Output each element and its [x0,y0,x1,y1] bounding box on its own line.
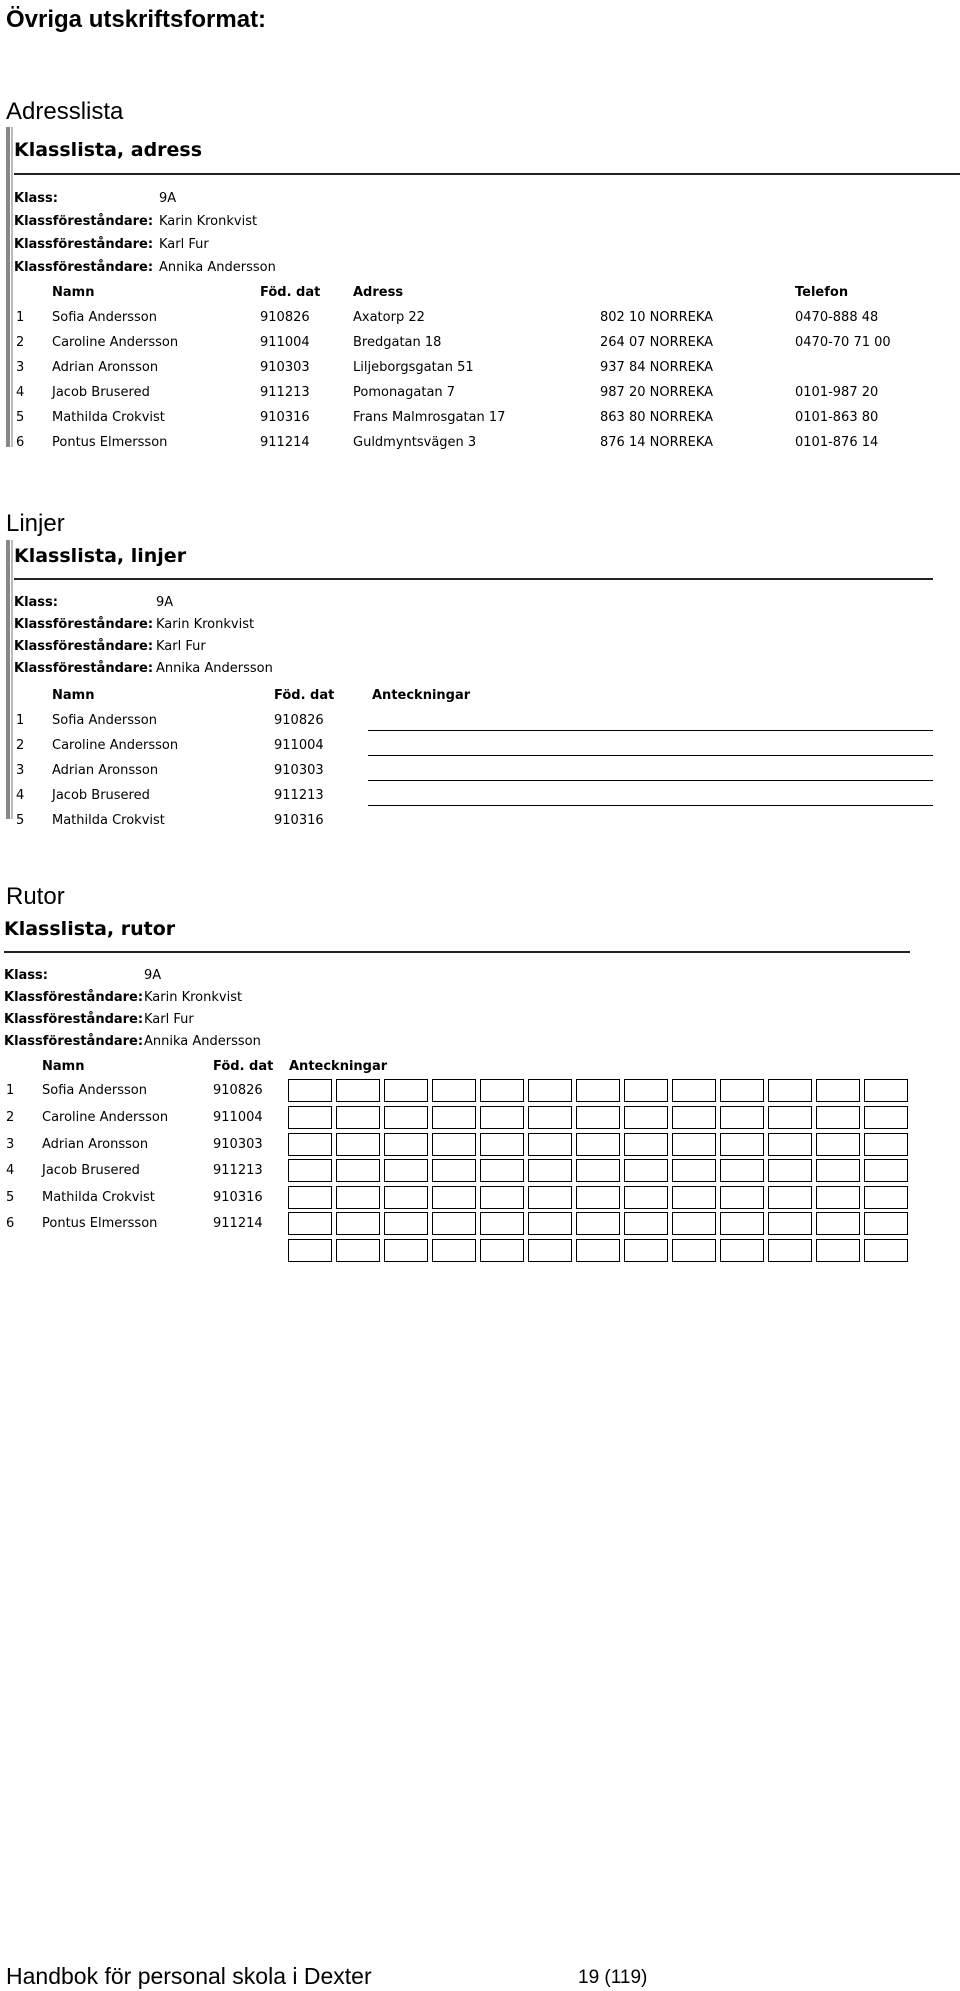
rutor-title: Klasslista, rutor [4,918,176,940]
row-number: 5 [6,1190,15,1205]
note-box [528,1106,572,1129]
note-box [336,1079,380,1102]
note-box [288,1106,332,1129]
student-name: Jacob Brusered [52,385,150,400]
student-dob: 910303 [213,1137,263,1152]
note-box [624,1079,668,1102]
note-line [368,805,933,806]
note-box [528,1079,572,1102]
teacher-label: Klassföreståndare: [14,214,154,229]
note-box [528,1133,572,1156]
col-header-name: Namn [42,1059,85,1074]
student-phone: 0101-876 14 [795,435,879,450]
note-box [672,1079,716,1102]
col-header-notes: Anteckningar [289,1059,388,1074]
student-name: Jacob Brusered [42,1163,140,1178]
teacher-value: Annika Andersson [159,260,276,275]
student-dob: 910826 [213,1083,263,1098]
note-box [672,1212,716,1235]
note-box [384,1159,428,1182]
row-number: 5 [16,813,25,828]
note-box [864,1106,908,1129]
col-header-dob: Föd. dat [260,285,321,300]
footer-title: Handbok för personal skola i Dexter [6,1963,372,1989]
student-name: Mathilda Crokvist [42,1190,155,1205]
note-box [720,1159,764,1182]
klass-label: Klass: [14,595,58,610]
student-name: Jacob Brusered [52,788,150,803]
row-number: 2 [16,738,25,753]
klass-row [14,191,176,206]
note-box [480,1133,524,1156]
teacher-label: Klassföreståndare: [4,1012,144,1027]
note-box [384,1186,428,1209]
note-box [624,1239,668,1262]
note-line [368,730,933,731]
klass-value: 9A [156,595,174,610]
note-box [672,1106,716,1129]
teacher-value: Karl Fur [144,1012,194,1027]
row-number: 2 [16,335,25,350]
note-box [720,1133,764,1156]
klass-value: 9A [144,968,162,983]
note-box [768,1079,812,1102]
note-box [336,1239,380,1262]
klass-value: 9A [159,191,177,206]
teacher-value: Karin Kronkvist [156,617,255,632]
row-number: 4 [6,1163,15,1178]
row-number: 5 [16,410,25,425]
note-box [624,1106,668,1129]
note-box [768,1186,812,1209]
student-phone: 0101-987 20 [795,385,879,400]
note-box [288,1186,332,1209]
student-name: Mathilda Crokvist [52,813,165,828]
student-name: Adrian Aronsson [42,1137,149,1152]
note-box [816,1239,860,1262]
section-label-adresslista: Adresslista [6,98,124,125]
student-zip: 802 10 NORREKA [600,310,714,325]
teacher-row [14,260,276,275]
note-box [528,1239,572,1262]
row-number: 2 [6,1110,15,1125]
student-dob: 911004 [260,335,310,350]
note-box [288,1212,332,1235]
student-dob: 910303 [260,360,310,375]
note-box [432,1186,476,1209]
student-dob: 910316 [213,1190,263,1205]
note-box [720,1186,764,1209]
note-box [336,1159,380,1182]
note-box [432,1079,476,1102]
col-header-name: Namn [52,688,95,703]
note-box [672,1239,716,1262]
row-number: 4 [16,385,25,400]
student-name: Sofia Andersson [52,713,157,728]
teacher-value: Karl Fur [159,237,209,252]
page-title: Övriga utskriftsformat: [6,6,267,33]
note-box [768,1212,812,1235]
linjer-title: Klasslista, linjer [14,545,187,567]
row-number: 3 [6,1137,15,1152]
note-box [576,1079,620,1102]
student-zip: 876 14 NORREKA [600,435,714,450]
teacher-value: Karl Fur [156,639,206,654]
row-number: 1 [6,1083,15,1098]
teacher-label: Klassföreståndare: [14,617,154,632]
student-name: Sofia Andersson [42,1083,147,1098]
note-box [336,1186,380,1209]
teacher-label: Klassföreståndare: [14,260,154,275]
note-box [864,1212,908,1235]
note-box [432,1133,476,1156]
teacher-label: Klassföreståndare: [14,661,154,676]
row-number: 6 [6,1216,15,1231]
note-box [288,1133,332,1156]
student-dob: 910316 [260,410,310,425]
row-number: 3 [16,360,25,375]
note-box [768,1159,812,1182]
col-header-address: Adress [353,285,404,300]
student-dob: 910826 [274,713,324,728]
note-box [864,1239,908,1262]
student-dob: 911004 [213,1110,263,1125]
student-zip: 937 84 NORREKA [600,360,714,375]
note-box [384,1079,428,1102]
note-box [624,1133,668,1156]
student-name: Mathilda Crokvist [52,410,165,425]
note-box [336,1133,380,1156]
row-number: 1 [16,310,25,325]
note-box [816,1133,860,1156]
klass-label: Klass: [14,191,58,206]
note-box [720,1212,764,1235]
teacher-value: Annika Andersson [144,1034,261,1049]
student-dob: 910316 [274,813,324,828]
student-street: Axatorp 22 [353,310,425,325]
teacher-label: Klassföreståndare: [14,639,154,654]
teacher-row [14,237,209,252]
note-box [576,1133,620,1156]
note-box [768,1133,812,1156]
student-phone: 0470-888 48 [795,310,879,325]
note-box [432,1106,476,1129]
note-box [336,1212,380,1235]
note-box [720,1079,764,1102]
teacher-value: Annika Andersson [156,661,273,676]
row-number: 3 [16,763,25,778]
student-name: Pontus Elmersson [52,435,168,450]
note-box [576,1239,620,1262]
note-box [528,1159,572,1182]
section-label-rutor: Rutor [6,883,65,910]
student-zip: 264 07 NORREKA [600,335,714,350]
student-dob: 910303 [274,763,324,778]
note-box [864,1079,908,1102]
klass-row [4,968,161,983]
note-box [624,1159,668,1182]
klass-row [14,595,173,610]
student-dob: 910826 [260,310,310,325]
note-box [816,1079,860,1102]
teacher-value: Karin Kronkvist [159,214,258,229]
student-name: Caroline Andersson [42,1110,169,1125]
title-divider [4,951,910,953]
note-box [576,1106,620,1129]
note-box [528,1212,572,1235]
note-box [672,1186,716,1209]
student-street: Liljeborgsgatan 51 [353,360,474,375]
teacher-row [14,617,254,632]
col-header-dob: Föd. dat [274,688,335,703]
student-street: Pomonagatan 7 [353,385,456,400]
teacher-value: Karin Kronkvist [144,990,243,1005]
note-box [576,1212,620,1235]
note-box [288,1239,332,1262]
note-box [288,1079,332,1102]
student-phone: 0470-70 71 00 [795,335,891,350]
screenshot-edge-bar [6,540,10,819]
note-box [816,1106,860,1129]
note-box [768,1239,812,1262]
note-box [624,1212,668,1235]
note-box [720,1106,764,1129]
note-box [480,1159,524,1182]
note-box [480,1079,524,1102]
screenshot-edge-bar [6,127,10,447]
teacher-row [14,639,206,654]
note-box [576,1186,620,1209]
linjer-screenshot [6,540,933,828]
note-box [816,1186,860,1209]
student-dob: 911213 [260,385,310,400]
title-divider [14,173,960,175]
note-box [864,1159,908,1182]
note-box [480,1239,524,1262]
teacher-row [4,1034,261,1049]
note-line [368,755,933,756]
teacher-label: Klassföreståndare: [4,990,144,1005]
note-box [384,1212,428,1235]
note-box [576,1159,620,1182]
student-zip: 863 80 NORREKA [600,410,714,425]
teacher-row [4,990,242,1005]
note-box [480,1186,524,1209]
teacher-row [14,661,273,676]
note-box [288,1159,332,1182]
student-dob: 911213 [213,1163,263,1178]
student-name: Adrian Aronsson [52,360,159,375]
row-number: 4 [16,788,25,803]
student-name: Adrian Aronsson [52,763,159,778]
note-box [432,1159,476,1182]
student-street: Frans Malmrosgatan 17 [353,410,506,425]
teacher-row [14,214,257,229]
note-box [480,1212,524,1235]
row-number: 6 [16,435,25,450]
note-box [480,1106,524,1129]
note-box [816,1212,860,1235]
footer-page-number: 19 (119) [578,1967,648,1988]
student-dob: 911214 [260,435,310,450]
title-divider [14,578,933,580]
note-box [768,1106,812,1129]
adresslista-title: Klasslista, adress [14,139,203,161]
note-box [624,1186,668,1209]
note-box [672,1159,716,1182]
note-line [368,780,933,781]
rutor-screenshot [4,915,910,1245]
col-header-name: Namn [52,285,95,300]
row-number: 1 [16,713,25,728]
student-dob: 911214 [213,1216,263,1231]
student-street: Bredgatan 18 [353,335,442,350]
teacher-row [4,1012,194,1027]
note-box [672,1133,716,1156]
student-dob: 911213 [274,788,324,803]
student-name: Pontus Elmersson [42,1216,158,1231]
student-name: Caroline Andersson [52,738,179,753]
student-name: Sofia Andersson [52,310,157,325]
section-label-linjer: Linjer [6,510,65,537]
student-name: Caroline Andersson [52,335,179,350]
note-box [432,1212,476,1235]
note-box [384,1133,428,1156]
note-box [720,1239,764,1262]
teacher-label: Klassföreståndare: [14,237,154,252]
note-box [528,1186,572,1209]
col-header-notes: Anteckningar [372,688,471,703]
note-box [864,1186,908,1209]
note-box [864,1133,908,1156]
col-header-dob: Föd. dat [213,1059,274,1074]
student-zip: 987 20 NORREKA [600,385,714,400]
teacher-label: Klassföreståndare: [4,1034,144,1049]
note-box [384,1106,428,1129]
col-header-phone: Telefon [795,285,849,300]
note-box [384,1239,428,1262]
student-street: Guldmyntsvägen 3 [353,435,477,450]
note-box [432,1239,476,1262]
student-phone: 0101-863 80 [795,410,879,425]
klass-label: Klass: [4,968,48,983]
note-box [816,1159,860,1182]
student-dob: 911004 [274,738,324,753]
adresslista-screenshot [6,127,960,450]
note-box [336,1106,380,1129]
